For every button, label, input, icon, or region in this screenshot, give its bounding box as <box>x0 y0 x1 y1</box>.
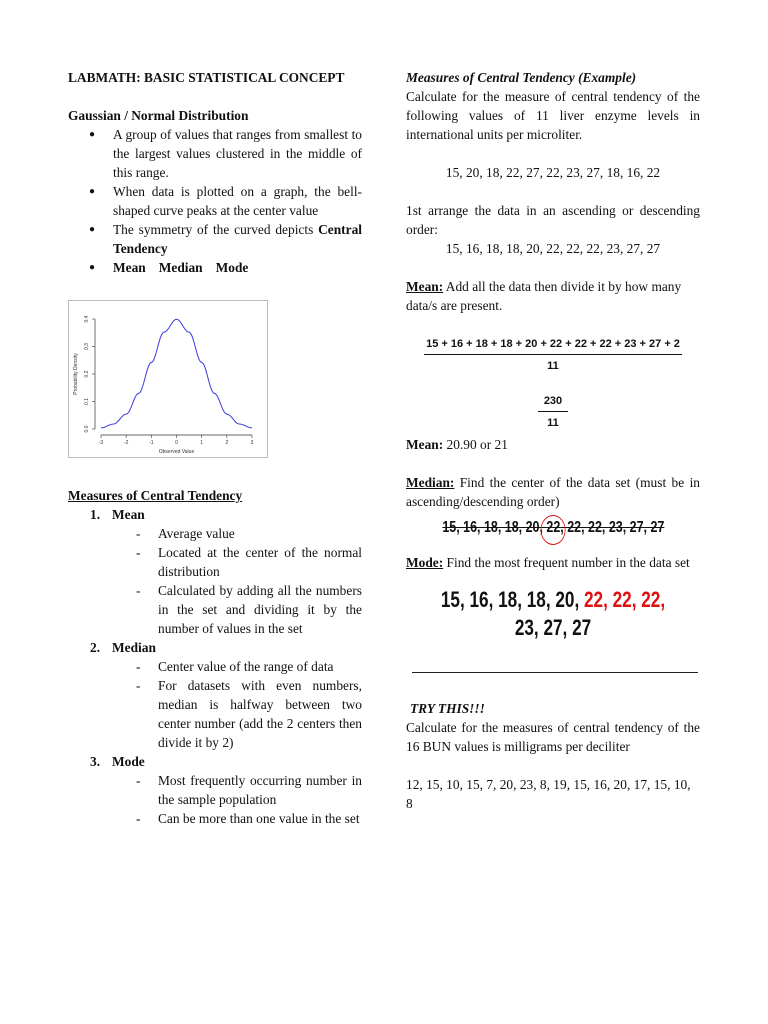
chart-svg <box>69 301 267 457</box>
example-intro: Calculate for the measure of central tendency of the following values of 11 liver enzyme levels in international units per microliter. <box>406 89 700 142</box>
mean-result: Mean: 20.90 or 21 <box>406 437 508 452</box>
raw-values: 15, 20, 18, 22, 27, 22, 23, 27, 18, 16, 22 <box>445 165 661 180</box>
x-tick-label: -2 <box>123 440 129 446</box>
bullet-item-mmm: ● Mean Median Mode <box>68 258 362 277</box>
bullet-item: ● The symmetry of the curved depicts Central Tendency <box>68 220 362 258</box>
x-tick-label: 3 <box>250 440 254 446</box>
y-tick-label: 0.1 <box>84 398 90 405</box>
y-tick-label: 0.0 <box>84 425 90 433</box>
sum-fraction: 15 + 16 + 18 + 18 + 20 + 22 + 22 + 22 + 23 + 27 + 2 11 <box>406 333 700 376</box>
sub-item: - Calculated by adding all the numbers in the set and dividing it by the number of values in the set <box>68 581 362 638</box>
median-circle <box>541 515 566 545</box>
y-tick-label: 0.3 <box>84 343 90 350</box>
mean-description: Mean: Add all the data then divide it by how many data/s are present. <box>406 279 682 313</box>
total-fraction: 230 11 <box>406 390 700 433</box>
sub-item: - Located at the center of the normal distribution <box>68 543 362 581</box>
left-column <box>68 68 362 277</box>
gaussian-heading: Gaussian / Normal Distribution <box>68 108 249 123</box>
bullet-item: ● A group of values that ranges from smallest to the largest values clustered in the middle of this range. <box>68 125 362 182</box>
density-curve <box>101 319 252 428</box>
page-title: LABMATH: BASIC STATISTICAL CONCEPT <box>68 70 345 85</box>
measure-mean: 1. Mean - Average value - Located at the center of the normal distribution - Calculated by adding all the numbers in the set and dividing it by the number of values in the set <box>68 505 362 638</box>
normal-distribution-chart <box>68 300 268 458</box>
measures-section <box>68 486 362 828</box>
x-tick-label: 0 <box>175 440 178 446</box>
x-tick-label: -3 <box>98 440 104 446</box>
y-axis-label: Probability Density <box>73 353 79 395</box>
sorted-values: 15, 16, 18, 18, 20, 22, 22, 22, 23, 27, 27 <box>445 241 661 256</box>
gaussian-bullets <box>68 125 362 277</box>
median-row: 15, 16, 18, 18, 20, 22 , 22, 22, 23, 27, 27 <box>406 517 700 539</box>
x-tick-label: 2 <box>225 440 229 446</box>
divider <box>412 672 698 673</box>
mode-row: 15, 16, 18, 18, 20, 22, 22, 22, 23, 27, 27 <box>440 587 666 640</box>
bullet-item: ● When data is plotted on a graph, the bell-shaped curve peaks at the center value <box>68 182 362 220</box>
sub-item: - Can be more than one value in the set <box>68 809 362 828</box>
sub-item: - Most frequently occurring number in the sample population <box>68 771 362 809</box>
sub-item: - Center value of the range of data <box>68 657 362 676</box>
median-description: Median: Find the center of the data set (must be in ascending/descending order) <box>406 475 700 509</box>
mct-heading: Measures of Central Tendency <box>68 488 243 503</box>
sub-item: - Average value <box>68 524 362 543</box>
example-heading: Measures of Central Tendency (Example) <box>406 70 637 85</box>
try-text: Calculate for the measures of central tendency of the 16 BUN values is milligrams per deciliter <box>406 720 700 754</box>
x-axis-label: Observed Value <box>158 449 195 455</box>
measure-mode: 3. Mode - Most frequently occurring number in the sample population - Can be more than one value in the set <box>68 752 362 828</box>
measure-median: 2. Median - Center value of the range of data - For datasets with even numbers, median is halfway between two center number (add the 2 centers then divide it by 2) <box>68 638 362 752</box>
mode-description: Mode: Find the most frequent number in the data set <box>406 555 690 570</box>
measures-list <box>68 505 362 828</box>
y-tick-label: 0.2 <box>84 370 90 378</box>
x-tick-label: 1 <box>200 440 204 446</box>
try-values: 12, 15, 10, 15, 7, 20, 23, 8, 19, 15, 16, 20, 17, 15, 10, 8 <box>406 777 691 811</box>
arrange-text: 1st arrange the data in an ascending or descending order: <box>406 203 700 237</box>
y-tick-label: 0.4 <box>84 315 90 323</box>
try-heading: TRY THIS!!! <box>410 701 485 716</box>
x-tick-label: -1 <box>149 440 154 446</box>
sub-item: - For datasets with even numbers, median is halfway between two center number (add the 2 centers then divide it by 2) <box>68 676 362 752</box>
right-column <box>406 68 700 813</box>
